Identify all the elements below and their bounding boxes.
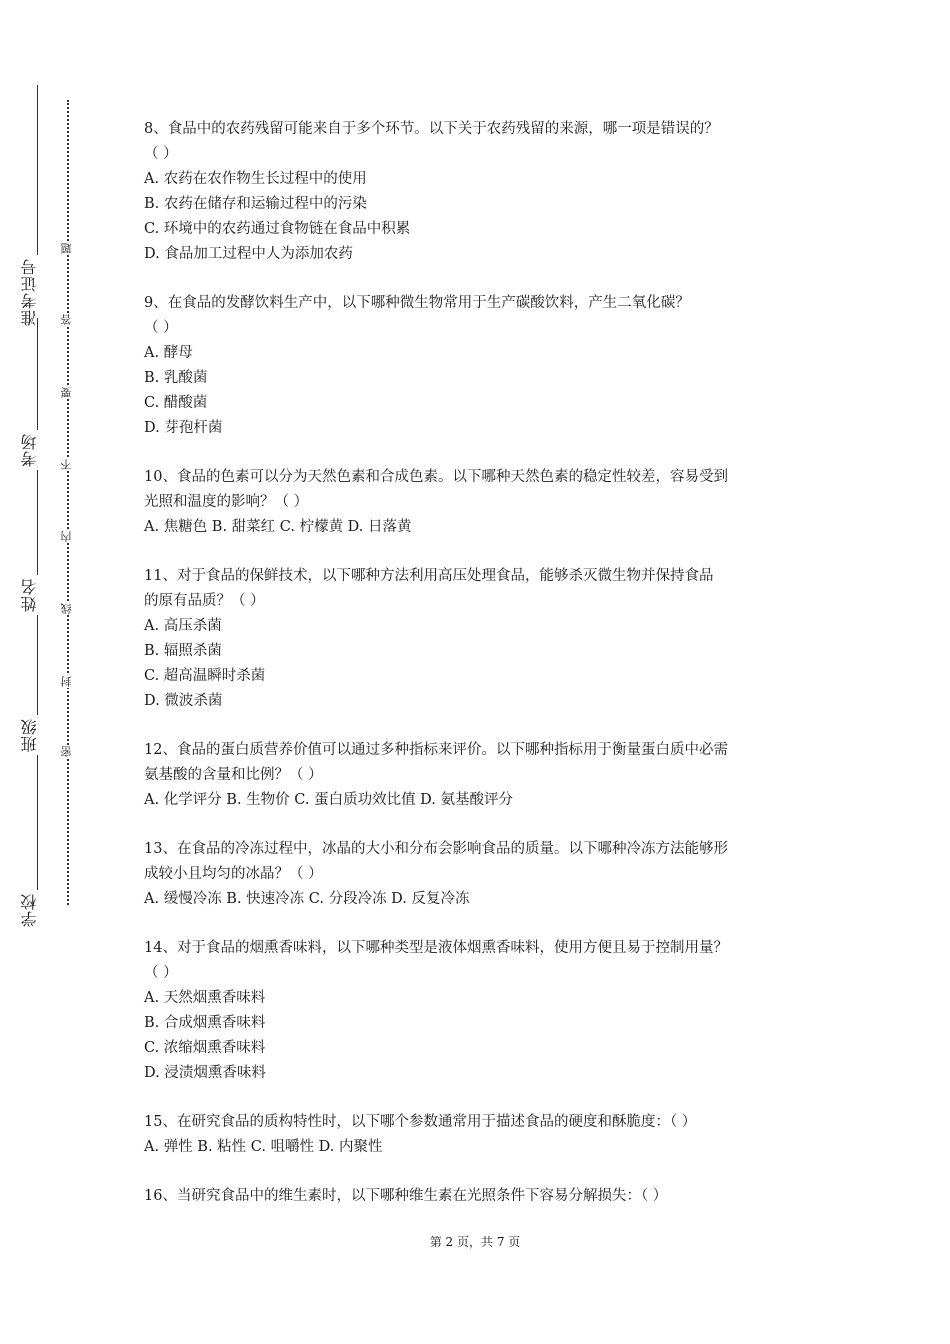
question-stem: 14、对于食品的烟熏香味料，以下哪种类型是液体烟熏香味料，使用方便且易于控制用量？ (144, 940, 728, 956)
option: A. 农药在农作物生长过程中的使用 (144, 171, 367, 187)
question-stem: 15、在研究食品的质构特性时，以下哪个参数通常用于描述食品的硬度和酥脆度：（ ） (144, 1114, 697, 1130)
question-stem: 成较小且均匀的冰晶？（ ） (144, 866, 323, 882)
name-label: 姓名 (20, 578, 39, 612)
binding-line (37, 318, 38, 430)
option: A. 酵母 (144, 345, 193, 361)
option: B. 乳酸菌 (144, 370, 208, 386)
option: B. 合成烟熏香味料 (144, 1015, 266, 1031)
question-stem: 16、当研究食品中的维生素时，以下哪种维生素在光照条件下容易分解损失：（ ） (144, 1188, 668, 1204)
page-number: 第 2 页，共 7 页 (429, 1235, 521, 1249)
seal-char: 不 (60, 459, 73, 470)
question-12 (144, 738, 814, 813)
question-15 (144, 1110, 814, 1160)
seal-char: 答 (60, 314, 73, 325)
question-stem: 氨基酸的含量和比例？（ ） (144, 767, 323, 783)
option: D. 芽孢杆菌 (144, 420, 223, 436)
seal-char: 线 (60, 603, 73, 614)
answer-blank: （ ） (144, 146, 178, 162)
question-stem: 9、在食品的发酵饮料生产中，以下哪种微生物常用于生产碳酸饮料，产生二氧化碳？ (144, 295, 690, 311)
binding-margin (0, 0, 110, 1344)
question-16 (144, 1184, 814, 1209)
question-13 (144, 837, 814, 912)
question-14 (144, 936, 814, 1086)
question-9 (144, 291, 814, 441)
option: D. 微波杀菌 (144, 693, 223, 709)
question-stem: 8、食品中的农药残留可能来自于多个环节。以下关于农药残留的来源，哪一项是错误的？ (144, 121, 719, 137)
option: A. 缓慢冷冻 B. 快速冷冻 C. 分段冷冻 D. 反复冷冻 (144, 891, 470, 907)
seal-char: 要 (60, 387, 73, 398)
option: A. 弹性 B. 粘性 C. 咀嚼性 D. 内聚性 (144, 1139, 383, 1155)
option: A. 化学评分 B. 生物价 C. 蛋白质功效比值 D. 氨基酸评分 (144, 792, 514, 808)
option: C. 醋酸菌 (144, 395, 208, 411)
option: A. 高压杀菌 (144, 618, 222, 634)
answer-blank: （ ） (144, 320, 178, 336)
admission-number-label: 准考证号 (20, 258, 39, 326)
question-stem: 13、在食品的冷冻过程中，冰晶的大小和分布会影响食品的质量。以下哪种冷冻方法能够形 (144, 841, 728, 857)
seal-char: 题 (60, 243, 73, 254)
option: A. 焦糖色 B. 甜菜红 C. 柠檬黄 D. 日落黄 (144, 519, 412, 535)
question-11 (144, 564, 814, 714)
question-stem: 的原有品质？（ ） (144, 593, 265, 609)
option: B. 辐照杀菌 (144, 643, 222, 659)
binding-line (37, 85, 38, 255)
question-stem: 12、食品的蛋白质营养价值可以通过多种指标来评价。以下哪种指标用于衡量蛋白质中必需 (144, 742, 728, 758)
option: D. 浸渍烟熏香味料 (144, 1065, 266, 1081)
binding-line (37, 470, 38, 575)
option: C. 环境中的农药通过食物链在食品中积累 (144, 221, 411, 237)
class-label: 班级 (20, 718, 39, 752)
question-stem: 光照和温度的影响？（ ） (144, 494, 309, 510)
option: B. 农药在储存和运输过程中的污染 (144, 196, 367, 212)
binding-line (37, 615, 38, 715)
option: D. 食品加工过程中人为添加农药 (144, 246, 353, 262)
question-8 (144, 117, 814, 267)
option: C. 浓缩烟熏香味料 (144, 1040, 266, 1056)
answer-blank: （ ） (144, 965, 178, 981)
seal-char: 密 (60, 746, 73, 757)
question-list (144, 117, 814, 1209)
seal-char: 封 (60, 676, 73, 687)
seal-char: 内 (60, 531, 73, 542)
option: A. 天然烟熏香味料 (144, 990, 266, 1006)
seal-line (67, 100, 69, 905)
exam-room-label: 考场 (20, 433, 39, 467)
school-label: 学校 (20, 893, 39, 927)
question-10 (144, 465, 814, 540)
question-stem: 11、对于食品的保鲜技术，以下哪种方法利用高压处理食品，能够杀灭微生物并保持食品 (144, 568, 714, 584)
option: C. 超高温瞬时杀菌 (144, 668, 266, 684)
binding-line (37, 755, 38, 890)
question-stem: 10、食品的色素可以分为天然色素和合成色素。以下哪种天然色素的稳定性较差，容易受到 (144, 469, 728, 485)
